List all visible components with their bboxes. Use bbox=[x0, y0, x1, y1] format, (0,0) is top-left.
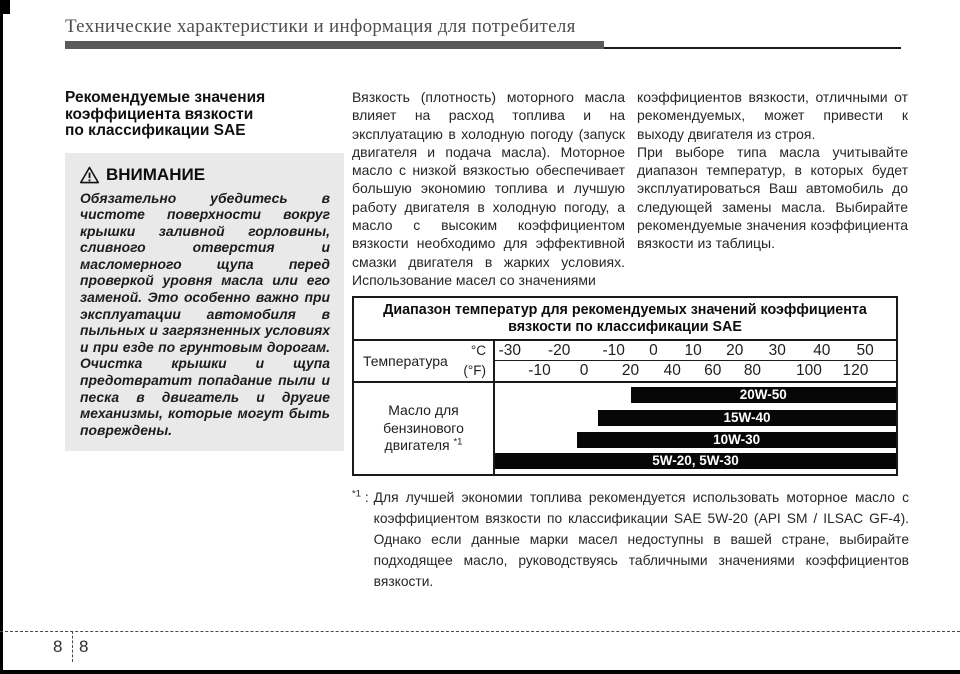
header-underline-rule bbox=[604, 47, 901, 49]
footnote-marker-sup: *1 bbox=[352, 488, 361, 500]
middle-column bbox=[352, 88, 625, 289]
celsius-tick: 40 bbox=[813, 342, 831, 359]
celsius-tick-row bbox=[495, 341, 896, 361]
footnote-separator: : bbox=[364, 490, 369, 505]
warning-title bbox=[80, 165, 330, 185]
page-corner-mark bbox=[0, 0, 10, 14]
temperature-label-cell bbox=[354, 341, 495, 381]
oil-bars-area bbox=[495, 383, 896, 474]
fahrenheit-tick: 60 bbox=[704, 362, 722, 379]
oil-bar: 20W-50 bbox=[631, 387, 896, 403]
celsius-unit-label: °C bbox=[470, 343, 486, 358]
fahrenheit-tick: -10 bbox=[528, 362, 551, 379]
section-heading-line: по классификации SAE bbox=[65, 122, 246, 139]
header-underline-bar bbox=[65, 41, 604, 49]
warning-title-text: ВНИМАНИЕ bbox=[106, 164, 206, 184]
oil-bar: 15W-40 bbox=[598, 410, 896, 426]
footnote-text: Для лучшей экономии топлива рекомендуется использовать моторное масло с коэффициентом вязкости по классификации SAE 5W-20 (API SM / ILSAC GF-4). Однако если данные марки масел недоступны в вашей стране, выбирайте подходящее масло, руководствуясь табличными значениями коэффициентов вязкости. bbox=[373, 490, 909, 589]
temperature-row bbox=[354, 341, 896, 383]
page-left-edge bbox=[0, 0, 3, 674]
page-title: Технические характеристики и информация для потребителя bbox=[65, 16, 576, 37]
oil-type-cell bbox=[354, 383, 495, 474]
body-paragraph: коэффициентов вязкости, отличными от рекомендуемых, может привести к выходу двигателя из строя. bbox=[637, 89, 908, 142]
page-number-left: 8 bbox=[53, 637, 63, 656]
celsius-tick: -20 bbox=[547, 342, 571, 359]
fahrenheit-tick: 0 bbox=[579, 362, 589, 379]
celsius-tick: 30 bbox=[768, 342, 786, 359]
oil-type-footnote-marker: *1 bbox=[453, 436, 463, 448]
section-heading-line: Рекомендуемые значения bbox=[65, 89, 266, 106]
page-bottom-edge bbox=[0, 670, 960, 674]
oil-bars-row bbox=[354, 383, 896, 474]
body-paragraph: Вязкость (плотность) моторного масла влияет на расход топлива и на эксплуатацию в холодную погоду (запуск двигателя и подача масла). Моторное масло с низкой вязкостью обеспечивает большую экономию топлива и лучшую работу двигателя в холодную погоду, а масло с высоким коэффициентом вязкости необходимо для эффективной смазки двигателя в жарких условиях. Использование масел со значениями bbox=[352, 89, 625, 288]
fahrenheit-tick: 20 bbox=[621, 362, 640, 379]
fahrenheit-tick: 120 bbox=[842, 362, 869, 379]
celsius-tick: -10 bbox=[602, 342, 625, 359]
celsius-tick: 50 bbox=[856, 342, 874, 359]
left-column bbox=[65, 90, 344, 451]
temperature-scale bbox=[495, 341, 896, 381]
right-column bbox=[637, 88, 908, 253]
fahrenheit-tick: 80 bbox=[743, 362, 762, 379]
oil-type-label-text: Масло для бензинового двигателя bbox=[383, 402, 464, 454]
footer-dashed-rule bbox=[0, 631, 960, 632]
warning-triangle-icon bbox=[80, 166, 99, 184]
section-heading-line: коэффициента вязкости bbox=[65, 105, 254, 123]
fahrenheit-tick: 40 bbox=[663, 362, 681, 379]
oil-bar: 10W-30 bbox=[577, 432, 896, 448]
page-number-right: 8 bbox=[79, 637, 89, 656]
fahrenheit-unit-label: (°F) bbox=[463, 363, 486, 378]
sae-viscosity-table bbox=[352, 296, 898, 476]
temperature-label: Температура bbox=[363, 353, 448, 369]
celsius-tick: 10 bbox=[684, 342, 702, 359]
oil-bar: 5W-20, 5W-30 bbox=[495, 453, 896, 469]
oil-type-label bbox=[371, 402, 477, 455]
section-heading bbox=[65, 90, 344, 140]
warning-body-text: Обязательно убедитесь в чистоте поверхности вокруг крышки заливной горловины, сливного отверстия и масломерного щупа перед проверкой уровня масла или его заменой. Это особенно важно при эксплуатации автомобиля в пыльных и загрязненных условиях и при езде по грунтовым дорогам. Очистка крышки и щупа предотвратит попадание пыли и песка в двигатель и другие механизмы, которые могут быть повреждены. bbox=[80, 189, 330, 438]
warning-box bbox=[65, 153, 344, 452]
footnote-marker bbox=[352, 487, 369, 592]
fahrenheit-tick: 100 bbox=[796, 362, 822, 379]
celsius-tick: 20 bbox=[726, 342, 744, 359]
footnote bbox=[352, 487, 909, 592]
celsius-tick: -30 bbox=[498, 342, 522, 359]
body-paragraph: При выборе типа масла учитывайте диапазон температур, в которых будет эксплуатироваться Ваш автомобиль до следующей замены масла. Выбирайте рекомендуемые значения коэффициента вязкости из таблицы. bbox=[637, 143, 908, 252]
celsius-tick: 0 bbox=[649, 342, 658, 359]
table-title: Диапазон температур для рекомендуемых значений коэффициента вязкости по классификации SAE bbox=[354, 298, 896, 341]
fahrenheit-tick-row bbox=[495, 361, 896, 381]
temperature-units bbox=[463, 341, 493, 381]
footer-dashed-divider bbox=[72, 631, 73, 662]
